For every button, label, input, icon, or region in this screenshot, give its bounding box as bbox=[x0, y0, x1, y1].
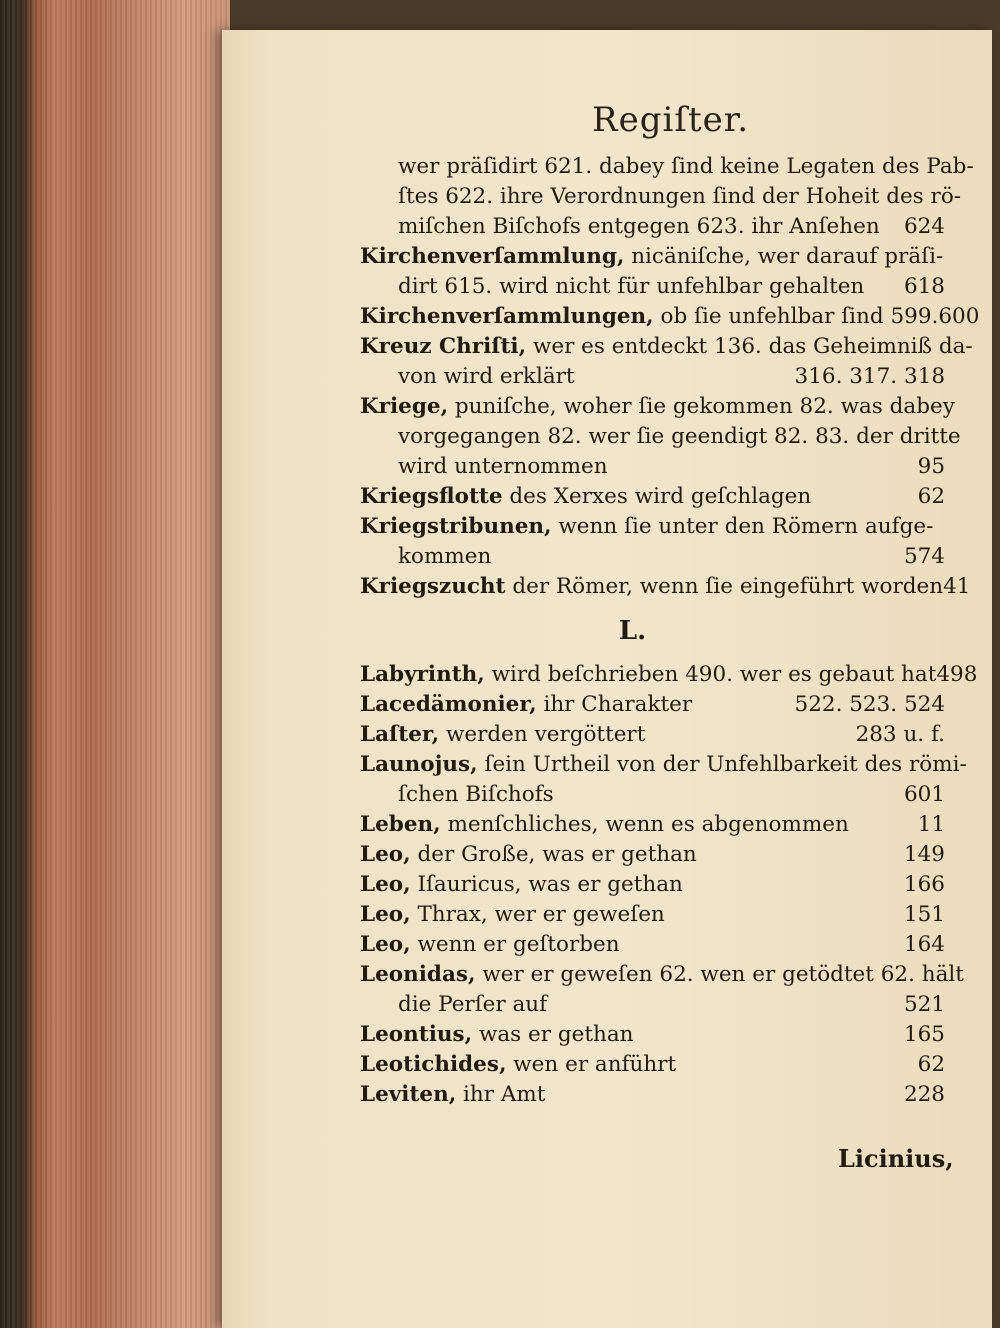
entry-body bbox=[360, 930, 620, 960]
entry-body bbox=[360, 690, 692, 720]
entry-body bbox=[360, 1080, 545, 1110]
entry-body bbox=[360, 960, 964, 990]
register-entries bbox=[360, 152, 980, 1110]
entry-keyword: Kriegszucht bbox=[360, 574, 506, 599]
entry-text: des Xerxes wird geſchlagen bbox=[509, 484, 812, 509]
index-entry bbox=[360, 750, 967, 780]
catchword: Licinius, bbox=[838, 1144, 954, 1173]
entry-keyword: Kriegstribunen, bbox=[360, 514, 552, 539]
page-reference: 601 bbox=[903, 782, 945, 807]
page-reference: 62 bbox=[917, 1052, 945, 1077]
entry-keyword: Leo, bbox=[360, 872, 411, 897]
index-entry bbox=[360, 182, 962, 212]
index-entry bbox=[360, 1050, 945, 1080]
page-reference: 316. 317. 318 bbox=[794, 364, 945, 389]
page-reference: 165 bbox=[903, 1022, 945, 1047]
index-entry bbox=[360, 392, 955, 422]
entry-text: wen er anführt bbox=[513, 1052, 677, 1077]
entry-body bbox=[360, 512, 933, 542]
entry-text: dirt 615. wird nicht für unfehlbar gehalten bbox=[398, 274, 865, 299]
index-entry bbox=[360, 930, 945, 960]
index-entry bbox=[360, 152, 974, 182]
entry-body bbox=[360, 242, 943, 272]
entry-text: der Römer, wenn ſie eingeführt worden bbox=[512, 574, 944, 599]
entry-text: wird unternommen bbox=[398, 454, 608, 479]
index-entry bbox=[360, 660, 978, 690]
index-entry bbox=[360, 990, 945, 1020]
entry-text: wenn ſie unter den Römern aufge- bbox=[558, 514, 934, 539]
entry-body bbox=[360, 900, 665, 930]
entry-text: kommen bbox=[398, 544, 492, 569]
entry-body bbox=[398, 182, 961, 212]
index-entry bbox=[360, 690, 945, 720]
index-entry bbox=[360, 212, 945, 242]
entries-k bbox=[360, 152, 980, 602]
page-reference: 574 bbox=[903, 544, 945, 569]
page-reference: 166 bbox=[903, 872, 945, 897]
page-reference: 164 bbox=[903, 932, 945, 957]
entry-body bbox=[360, 660, 936, 690]
entry-keyword: Leontius, bbox=[360, 1022, 473, 1047]
entry-keyword: Leo, bbox=[360, 932, 411, 957]
page-reference: 149 bbox=[903, 842, 945, 867]
page-reference: 62 bbox=[917, 484, 945, 509]
entry-text: Iſauricus, was er gethan bbox=[417, 872, 683, 897]
index-entry bbox=[360, 840, 945, 870]
index-entry bbox=[360, 720, 945, 750]
entry-text: von wird erklärt bbox=[398, 364, 575, 389]
page-reference: 283 u. f. bbox=[855, 722, 945, 747]
entry-keyword: Leviten, bbox=[360, 1082, 457, 1107]
entry-text: ſchen Biſchofs bbox=[398, 782, 554, 807]
page-reference: 624 bbox=[903, 214, 945, 239]
entry-keyword: Kriege, bbox=[360, 394, 449, 419]
index-entry bbox=[360, 1080, 945, 1110]
section-letter: L. bbox=[618, 616, 647, 646]
entry-text: die Perſer auf bbox=[398, 992, 548, 1017]
page-reference: 151 bbox=[903, 902, 945, 927]
entry-text: der Große, was er gethan bbox=[417, 842, 697, 867]
entry-text: ſein Urtheil von der Unfehlbarkeit des römi- bbox=[484, 752, 967, 777]
page-reference: 41 bbox=[943, 574, 971, 599]
entry-body bbox=[398, 990, 547, 1020]
entry-keyword: Leotichides, bbox=[360, 1052, 507, 1077]
entry-keyword: Launojus, bbox=[360, 752, 478, 777]
index-entry bbox=[360, 272, 945, 302]
entry-body bbox=[398, 272, 864, 302]
entry-keyword: Labyrinth, bbox=[360, 662, 485, 687]
index-entry bbox=[360, 482, 945, 512]
entry-body bbox=[360, 1050, 676, 1080]
entry-keyword: Kriegsflotte bbox=[360, 484, 503, 509]
index-entry bbox=[360, 362, 945, 392]
entry-text: ſtes 622. ihre Verordnungen ſind der Hoheit des rö- bbox=[398, 184, 962, 209]
entry-body bbox=[360, 840, 697, 870]
entry-body bbox=[360, 392, 955, 422]
entry-text: ihr Amt bbox=[463, 1082, 546, 1107]
entry-text: nicäniſche, wer darauf präſi- bbox=[631, 244, 944, 269]
entry-body bbox=[360, 810, 849, 840]
entry-text: puniſche, woher ſie gekommen 82. was dabey bbox=[454, 394, 955, 419]
page-reference: 521 bbox=[903, 992, 945, 1017]
entry-text: wer es entdeckt 136. das Geheimniß da- bbox=[532, 334, 973, 359]
entry-body bbox=[398, 422, 961, 452]
entry-keyword: Kirchenverſammlungen, bbox=[360, 304, 654, 329]
entry-text: menſchliches, wenn es abgenommen bbox=[447, 812, 849, 837]
index-entry bbox=[360, 242, 945, 272]
index-entry bbox=[360, 810, 945, 840]
index-entry bbox=[360, 572, 971, 602]
page-reference: 522. 523. 524 bbox=[794, 692, 945, 717]
entry-body bbox=[360, 332, 973, 362]
entry-keyword: Leben, bbox=[360, 812, 441, 837]
index-entry bbox=[360, 780, 945, 810]
index-entry bbox=[360, 960, 964, 990]
index-entry bbox=[360, 870, 945, 900]
entry-body bbox=[360, 870, 683, 900]
entry-text: wird beſchrieben 490. wer es gebaut hat bbox=[491, 662, 937, 687]
page-title: Regiſter. bbox=[592, 100, 750, 140]
entry-text: vorgegangen 82. wer ſie geendigt 82. 83. der dritte bbox=[398, 424, 961, 449]
entry-keyword: Kreuz Chriſti, bbox=[360, 334, 527, 359]
index-entry bbox=[360, 422, 961, 452]
entry-text: was er gethan bbox=[478, 1022, 634, 1047]
entry-body bbox=[360, 572, 943, 602]
entry-text: ob ſie unfehlbar ſind 599. bbox=[660, 304, 939, 329]
entry-keyword: Kirchenverſammlung, bbox=[360, 244, 625, 269]
page-reference: 228 bbox=[903, 1082, 945, 1107]
page-reference: 95 bbox=[917, 454, 945, 479]
entry-text: wer präſidirt 621. dabey ſind keine Legaten des Pab- bbox=[398, 154, 974, 179]
index-entry bbox=[360, 332, 973, 362]
page-reference: 11 bbox=[917, 812, 945, 837]
entry-body bbox=[398, 362, 575, 392]
entry-keyword: Leo, bbox=[360, 902, 411, 927]
page-reference: 600 bbox=[938, 304, 980, 329]
entry-text: ihr Charakter bbox=[543, 692, 693, 717]
entry-keyword: Laſter, bbox=[360, 722, 440, 747]
entry-body bbox=[360, 1020, 634, 1050]
entry-text: werden vergöttert bbox=[446, 722, 646, 747]
entries-l bbox=[360, 660, 978, 1110]
page-edges bbox=[0, 0, 230, 1328]
index-entry bbox=[360, 1020, 945, 1050]
entry-body bbox=[360, 302, 938, 332]
entry-body bbox=[398, 212, 880, 242]
entry-body bbox=[398, 780, 554, 810]
entry-keyword: Lacedämonier, bbox=[360, 692, 537, 717]
entry-text: Thrax, wer er geweſen bbox=[417, 902, 665, 927]
entry-text: miſchen Biſchofs entgegen 623. ihr Anſehen bbox=[398, 214, 880, 239]
index-entry bbox=[360, 302, 980, 332]
index-entry bbox=[360, 542, 945, 572]
page-reference: 618 bbox=[903, 274, 945, 299]
index-entry bbox=[360, 900, 945, 930]
entry-text: wer er geweſen 62. wen er getödtet 62. hält bbox=[482, 962, 964, 987]
index-entry bbox=[360, 452, 945, 482]
entry-body bbox=[360, 750, 967, 780]
entry-body bbox=[398, 542, 491, 572]
entry-body bbox=[360, 482, 811, 512]
entry-text: wenn er geſtorben bbox=[417, 932, 620, 957]
entry-body bbox=[398, 452, 608, 482]
entry-body bbox=[398, 152, 974, 182]
entry-body bbox=[360, 720, 645, 750]
entry-keyword: Leonidas, bbox=[360, 962, 476, 987]
entry-keyword: Leo, bbox=[360, 842, 411, 867]
index-entry bbox=[360, 512, 945, 542]
page-reference: 498 bbox=[936, 662, 978, 687]
